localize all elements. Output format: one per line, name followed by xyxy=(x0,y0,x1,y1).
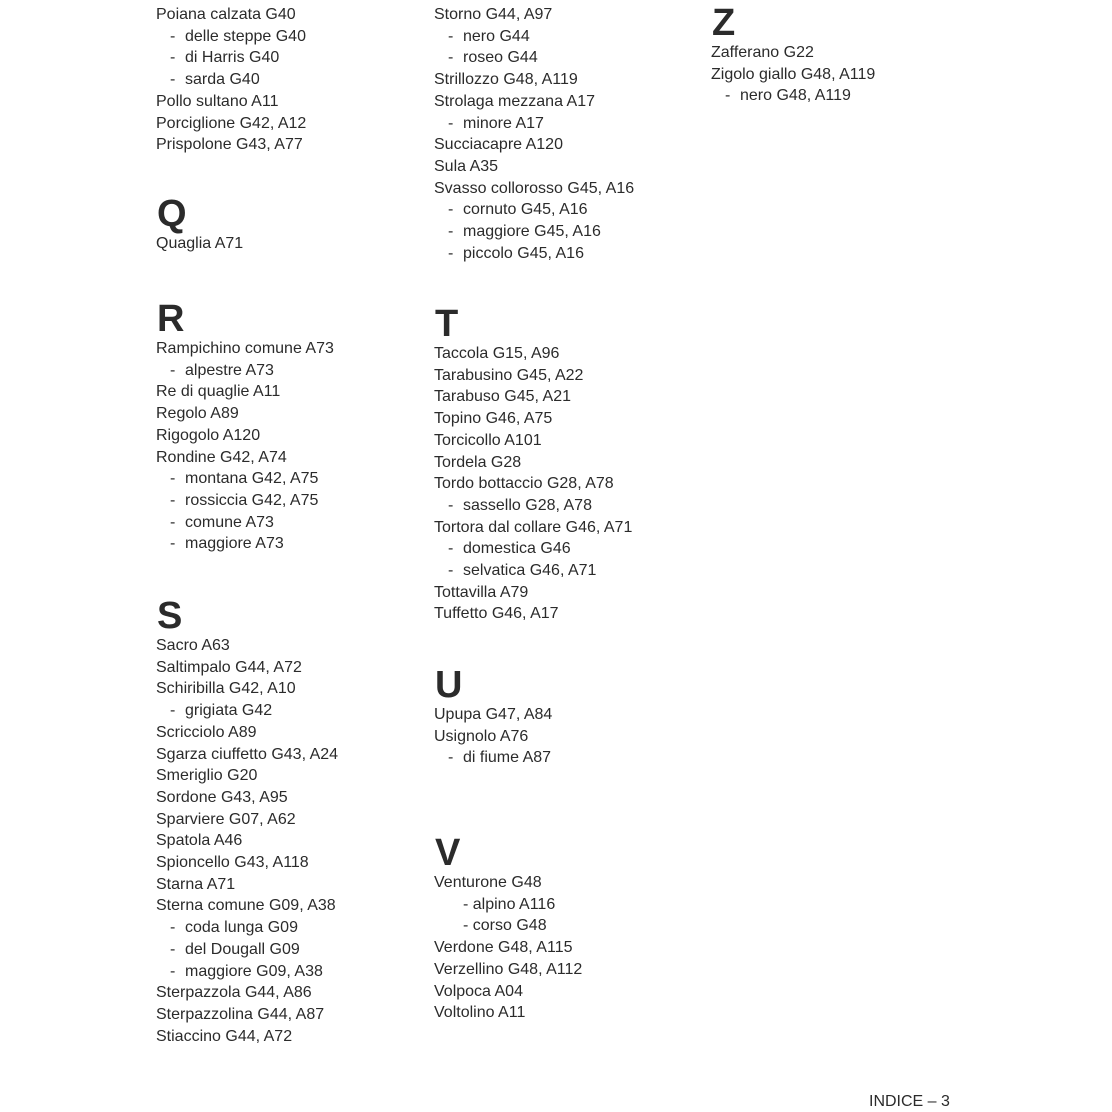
entry-text: Sterna comune G09, A38 xyxy=(156,897,336,915)
index-entry xyxy=(156,657,426,679)
entry-text: selvatica G46, A71 xyxy=(463,562,597,580)
index-entry xyxy=(156,1004,426,1026)
index-entry xyxy=(156,338,426,360)
index-subentry: - sassello G28, A78 xyxy=(448,496,592,514)
index-subentry: - nero G44 xyxy=(448,27,530,45)
entry-text: Smeriglio G20 xyxy=(156,767,258,785)
entry-text: - corso G48 xyxy=(463,917,547,935)
entry-text: piccolo G45, A16 xyxy=(463,244,584,262)
index-entry xyxy=(156,678,426,700)
index-entry xyxy=(156,895,426,917)
entry-text: rossiccia G42, A75 xyxy=(185,491,319,509)
index-subentry: - maggiore G09, A38 xyxy=(170,962,323,980)
index-subentry: - cornuto G45, A16 xyxy=(448,201,588,219)
index-entry xyxy=(156,425,426,447)
index-entry xyxy=(156,852,426,874)
index-entry xyxy=(434,981,704,1003)
entry-text: Sula A35 xyxy=(434,157,499,175)
index-entry xyxy=(434,959,704,981)
index-subentry xyxy=(434,894,704,916)
index-entry xyxy=(434,156,704,178)
entry-text: di fiume A87 xyxy=(463,749,552,767)
entry-text: Pollo sultano A11 xyxy=(156,92,279,110)
index-entry xyxy=(156,381,426,403)
entry-text: Prispolone G43, A77 xyxy=(156,136,303,154)
entry-text: domestica G46 xyxy=(463,540,571,558)
index-entry xyxy=(434,726,704,748)
entry-text: Tarabusino G45, A22 xyxy=(434,366,584,384)
entry-text: Rondine G42, A74 xyxy=(156,448,287,466)
index-subentry: - selvatica G46, A71 xyxy=(448,562,597,580)
entry-text: grigiata G42 xyxy=(185,702,273,720)
entry-text: Poiana calzata G40 xyxy=(156,6,296,23)
entry-text: sarda G40 xyxy=(185,71,260,89)
entry-text: Saltimpalo G44, A72 xyxy=(156,658,302,676)
entry-text: Zigolo giallo G48, A119 xyxy=(711,65,876,83)
entry-text: Strolaga mezzana A17 xyxy=(434,92,595,110)
entry-text: Rigogolo A120 xyxy=(156,426,261,444)
index-section-r xyxy=(156,300,426,555)
index-subentry: - montana G42, A75 xyxy=(170,470,319,488)
entry-text: Spioncello G43, A118 xyxy=(156,854,309,872)
index-entry xyxy=(156,874,426,896)
entry-text: Tottavilla A79 xyxy=(434,583,529,601)
index-section-continued xyxy=(156,4,426,156)
index-entry xyxy=(434,937,704,959)
entry-text: Tuffetto G46, A17 xyxy=(434,605,559,623)
section-letter: Z xyxy=(712,2,736,44)
index-subentry: - di Harris G40 xyxy=(170,49,280,67)
entry-text: Venturone G48 xyxy=(434,874,542,891)
entry-text: montana G42, A75 xyxy=(185,470,319,488)
entry-text: Succiacapre A120 xyxy=(434,136,563,154)
entry-text: Sparviere G07, A62 xyxy=(156,810,296,828)
entry-text: maggiore A73 xyxy=(185,535,284,553)
entry-text: Sgarza ciuffetto G43, A24 xyxy=(156,745,339,763)
index-entry xyxy=(156,4,426,26)
entry-text: Zafferano G22 xyxy=(711,44,814,61)
index-subentry: - maggiore G45, A16 xyxy=(448,223,601,241)
index-entry xyxy=(156,722,426,744)
entry-text: di Harris G40 xyxy=(185,49,280,67)
entry-text: Volpoca A04 xyxy=(434,982,523,1000)
section-letter: T xyxy=(435,303,459,345)
entry-text: Svasso collorosso G45, A16 xyxy=(434,179,635,197)
entry-text: Stiaccino G44, A72 xyxy=(156,1027,293,1045)
entry-text: Porciglione G42, A12 xyxy=(156,114,307,132)
index-section-continued xyxy=(434,4,704,264)
entry-text: Upupa G47, A84 xyxy=(434,706,553,723)
entry-text: Re di quaglie A11 xyxy=(156,383,281,401)
entry-text: Voltolino A11 xyxy=(434,1004,526,1022)
index-entry xyxy=(434,704,704,726)
entry-text: - alpino A116 xyxy=(463,895,556,913)
entry-text: Torcicollo A101 xyxy=(434,431,542,449)
entry-text: Taccola G15, A96 xyxy=(434,345,560,362)
entry-text: Tortora dal collare G46, A71 xyxy=(434,518,633,536)
entry-text: Sterpazzola G44, A86 xyxy=(156,984,312,1002)
entry-text: cornuto G45, A16 xyxy=(463,201,588,219)
index-entry xyxy=(711,64,981,86)
index-subentry: - maggiore A73 xyxy=(170,535,284,553)
page-number: INDICE – 3 xyxy=(869,1093,950,1110)
index-entry xyxy=(434,69,704,91)
index-entry xyxy=(434,4,704,26)
entry-text: Sterpazzolina G44, A87 xyxy=(156,1005,325,1023)
entry-text: coda lunga G09 xyxy=(185,919,298,937)
entry-text: minore A17 xyxy=(463,114,544,132)
index-entry xyxy=(434,365,704,387)
entry-text: nero G48, A119 xyxy=(740,87,851,105)
index-entry xyxy=(434,872,704,894)
index-section-z xyxy=(711,4,981,107)
index-section-v xyxy=(434,834,704,1024)
entry-text: Verzellino G48, A112 xyxy=(434,960,583,978)
index-entry xyxy=(434,473,704,495)
entry-text: sassello G28, A78 xyxy=(463,496,592,514)
index-entry xyxy=(156,982,426,1004)
index-entry xyxy=(434,1002,704,1024)
entry-text: Storno G44, A97 xyxy=(434,6,553,23)
index-entry xyxy=(434,582,704,604)
index-subentry: - piccolo G45, A16 xyxy=(448,244,584,262)
section-letter: Q xyxy=(157,193,187,235)
index-section-s xyxy=(156,597,426,1047)
index-subentry: - rossiccia G42, A75 xyxy=(170,491,319,509)
index-entry xyxy=(156,830,426,852)
index-entry xyxy=(434,603,704,625)
entry-text: Tordo bottaccio G28, A78 xyxy=(434,475,614,493)
index-entry xyxy=(434,91,704,113)
index-entry xyxy=(156,447,426,469)
entry-text: nero G44 xyxy=(463,27,530,45)
index-entry xyxy=(156,113,426,135)
entry-text: Strillozzo G48, A119 xyxy=(434,71,578,89)
index-subentry: - di fiume A87 xyxy=(448,749,552,767)
index-entry xyxy=(434,517,704,539)
entry-text: delle steppe G40 xyxy=(185,27,306,45)
index-entry xyxy=(434,343,704,365)
index-subentry: - minore A17 xyxy=(448,114,544,132)
entry-text: Regolo A89 xyxy=(156,405,239,423)
index-section-t xyxy=(434,305,704,625)
index-section-q xyxy=(156,195,426,255)
entry-text: Sordone G43, A95 xyxy=(156,788,288,806)
index-subentry: - domestica G46 xyxy=(448,540,571,558)
index-subentry: - sarda G40 xyxy=(170,71,260,89)
entry-text: Sacro A63 xyxy=(156,637,230,654)
index-subentry: - roseo G44 xyxy=(448,49,538,67)
index-subentry: - del Dougall G09 xyxy=(170,940,300,958)
index-entry xyxy=(156,1026,426,1048)
index-subentry xyxy=(434,915,704,937)
section-letter: R xyxy=(157,298,185,340)
index-entry xyxy=(156,134,426,156)
entry-text: maggiore G45, A16 xyxy=(463,223,601,241)
entry-text: comune A73 xyxy=(185,513,274,531)
entry-text: Starna A71 xyxy=(156,875,236,893)
entry-text: alpestre A73 xyxy=(185,361,274,379)
index-entry xyxy=(156,809,426,831)
index-entry xyxy=(156,233,426,255)
entry-text: Topino G46, A75 xyxy=(434,410,553,428)
entry-text: Verdone G48, A115 xyxy=(434,939,573,957)
index-entry xyxy=(434,134,704,156)
index-entry xyxy=(434,178,704,200)
index-entry xyxy=(156,765,426,787)
index-entry xyxy=(156,744,426,766)
index-entry xyxy=(156,635,426,657)
index-entry xyxy=(434,386,704,408)
entry-text: Tarabuso G45, A21 xyxy=(434,388,571,406)
section-letter: S xyxy=(157,595,183,637)
index-subentry: - grigiata G42 xyxy=(170,702,273,720)
index-subentry: - coda lunga G09 xyxy=(170,919,298,937)
index-subentry: - delle steppe G40 xyxy=(170,27,306,45)
index-subentry: - nero G48, A119 xyxy=(725,87,851,105)
entry-text: del Dougall G09 xyxy=(185,940,300,958)
section-letter: U xyxy=(435,664,463,706)
entry-text: Usignolo A76 xyxy=(434,727,529,745)
entry-text: maggiore G09, A38 xyxy=(185,962,323,980)
index-entry xyxy=(434,452,704,474)
entry-text: Quaglia A71 xyxy=(156,235,244,252)
index-subentry: - comune A73 xyxy=(170,513,274,531)
section-letter: V xyxy=(435,832,461,874)
entry-text: Spatola A46 xyxy=(156,832,243,850)
index-entry xyxy=(156,787,426,809)
entry-text: Schiribilla G42, A10 xyxy=(156,680,296,698)
entry-text: Scricciolo A89 xyxy=(156,723,257,741)
entry-text: Tordela G28 xyxy=(434,453,522,471)
index-entry xyxy=(156,403,426,425)
index-entry xyxy=(156,91,426,113)
index-entry xyxy=(434,430,704,452)
index-entry xyxy=(434,408,704,430)
index-entry xyxy=(711,42,981,64)
entry-text: roseo G44 xyxy=(463,49,538,67)
index-section-u xyxy=(434,666,704,769)
index-subentry: - alpestre A73 xyxy=(170,361,274,379)
entry-text: Rampichino comune A73 xyxy=(156,340,334,357)
